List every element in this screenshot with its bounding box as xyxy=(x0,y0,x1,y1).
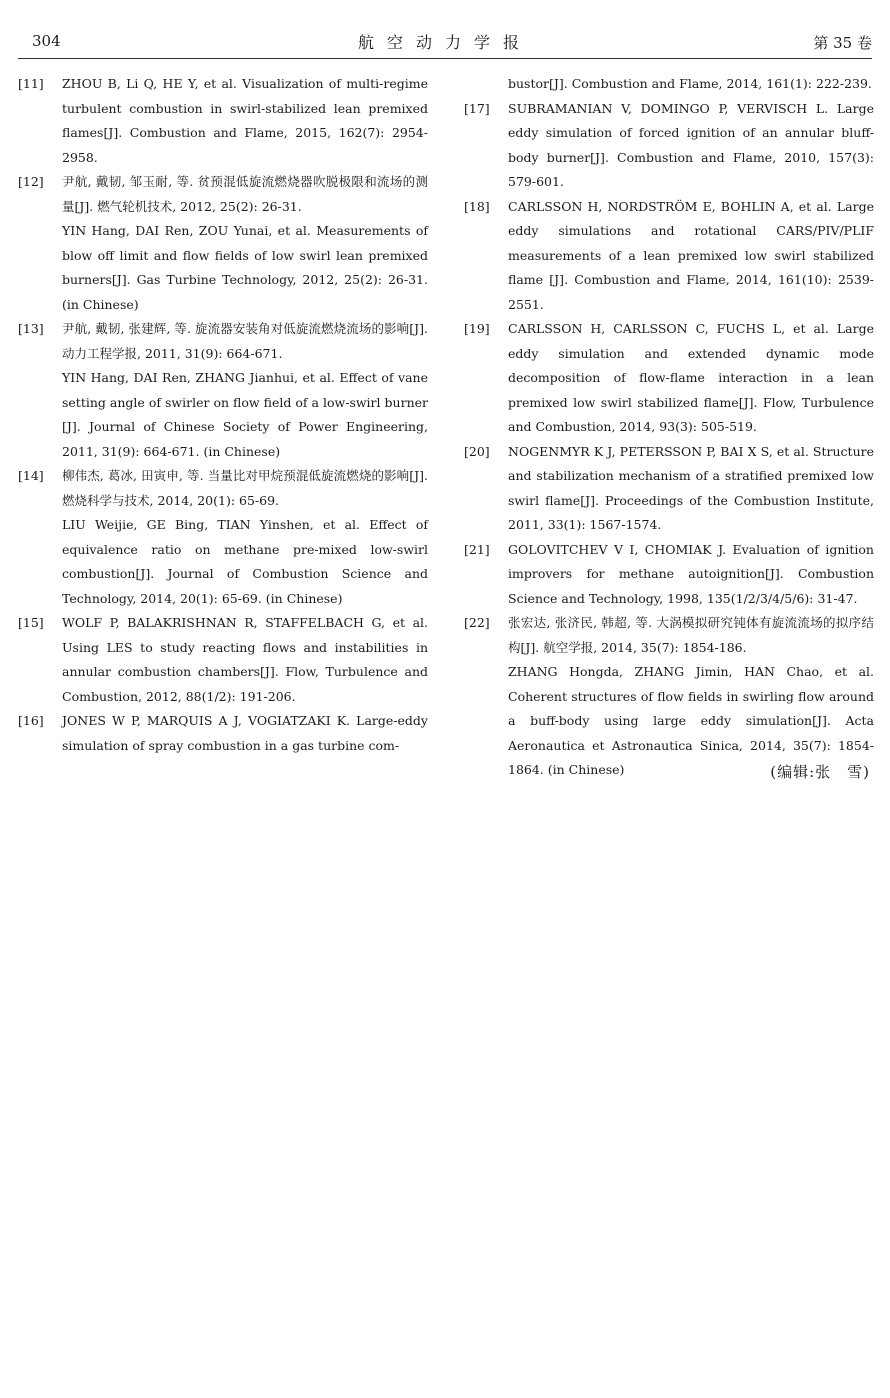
reference-item xyxy=(464,440,874,538)
journal-title: 航空动力学报 xyxy=(357,33,532,52)
reference-item xyxy=(18,317,428,464)
reference-text: 张宏达, 张济民, 韩超, 等. 大涡模拟研究钝体有旋流流场的拟序结构[J]. 航空学报, 2014, 35(7): 1854-186. xyxy=(508,615,874,655)
reference-item xyxy=(464,195,874,318)
page-number: 304 xyxy=(32,32,61,50)
reference-text: ZHANG Hongda, ZHANG Jimin, HAN Chao, et al. Coherent structures of flow fields in swirling flow around a buff-body using large eddy simulation[J]. Acta Aeronautica et Astronautica Sinica, 2014, 35(7): 1854-1864. (in Chinese) xyxy=(508,664,874,777)
reference-item xyxy=(18,611,428,709)
reference-item xyxy=(464,72,874,97)
reference-item xyxy=(18,170,428,317)
reference-text: WOLF P, BALAKRISHNAN R, STAFFELBACH G, et al. Using LES to study reacting flows and instabilities in annular combustion chambers[J]. Flow, Turbulence and Combustion, 2012, 88(1/2): 191-206. xyxy=(62,615,428,704)
reference-text: LIU Weijie, GE Bing, TIAN Yinshen, et al. Effect of equivalence ratio on methane pre-mixed low-swirl combustion[J]. Journal of Combustion Science and Technology, 2014, 20(1): 65-69. (in Chinese) xyxy=(62,517,428,606)
page-header xyxy=(18,30,872,59)
reference-text: CARLSSON H, CARLSSON C, FUCHS L, et al. Large eddy simulation and extended dynamic mode decomposition of flow-flame interaction in a lean premixed low swirl stabilized flame[J]. Flow, Turbulence and Combustion, 2014, 93(3): 505-519. xyxy=(508,321,874,434)
reference-text: YIN Hang, DAI Ren, ZOU Yunai, et al. Measurements of blow off limit and flow fields of low swirl lean premixed burners[J]. Gas Turbine Technology, 2012, 25(2): 26-31. (in Chinese) xyxy=(62,223,428,312)
references-right-column xyxy=(464,72,874,783)
references-left-column xyxy=(18,72,428,758)
reference-text: ZHOU B, Li Q, HE Y, et al. Visualization of multi-regime turbulent combustion in swirl-stabilized lean premixed flames[J]. Combustion and Flame, 2015, 162(7): 2954-2958. xyxy=(62,76,428,165)
reference-number: [21] xyxy=(464,541,490,557)
reference-number: [17] xyxy=(464,100,490,116)
reference-text: CARLSSON H, NORDSTRÖM E, BOHLIN A, et al. Large eddy simulations and rotational CARS/PIV/PLIF measurements of a lean premixed low swirl stabilized flame [J]. Combustion and Flame, 2014, 161(10): 2539-2551. xyxy=(508,198,874,312)
reference-text: GOLOVITCHEV V I, CHOMIAK J. Evaluation of ignition improvers for methane autoignition[J]. Combustion Science and Technology, 1998, 135(1/2/3/4/5/6): 31-47. xyxy=(508,541,874,606)
reference-text: 尹航, 戴韧, 邹玉耐, 等. 贫预混低旋流燃烧器吹脱极限和流场的测量[J]. 燃气轮机技术, 2012, 25(2): 26-31. xyxy=(62,174,428,214)
reference-number: [20] xyxy=(464,443,490,459)
reference-text: 尹航, 戴韧, 张建辉, 等. 旋流器安装角对低旋流燃烧流场的影响[J]. 动力工程学报, 2011, 31(9): 664-671. xyxy=(62,321,428,361)
reference-number: [22] xyxy=(464,615,490,630)
reference-item xyxy=(18,72,428,170)
reference-number: [11] xyxy=(18,76,44,91)
volume-label: 第 35 卷 xyxy=(813,34,872,52)
reference-item xyxy=(18,464,428,611)
reference-number: [19] xyxy=(464,321,490,336)
editor-note: (编辑:张 雪) xyxy=(770,763,870,781)
reference-number: [13] xyxy=(18,321,44,336)
reference-number: [14] xyxy=(18,468,44,483)
reference-text: bustor[J]. Combustion and Flame, 2014, 161(1): 222-239. xyxy=(508,76,872,91)
reference-text: NOGENMYR K J, PETERSSON P, BAI X S, et al. Structure and stabilization mechanism of a stratified premixed low swirl flame[J]. Proceedings of the Combustion Institute, 2011, 33(1): 1567-1574. xyxy=(508,443,874,532)
reference-text: SUBRAMANIAN V, DOMINGO P, VERVISCH L. Large eddy simulation of forced ignition of an annular bluff-body burner[J]. Combustion and Flame, 2010, 157(3): 579-601. xyxy=(508,100,874,189)
reference-number: [12] xyxy=(18,174,44,189)
reference-item xyxy=(18,709,428,758)
reference-item xyxy=(464,611,874,783)
reference-text: YIN Hang, DAI Ren, ZHANG Jianhui, et al. Effect of vane setting angle of swirler on flow field of a low-swirl burner [J]. Journal of Chinese Society of Power Engineering, 2011, 31(9): 664-671. (in Chinese) xyxy=(62,370,428,459)
reference-item xyxy=(464,97,874,195)
reference-number: [15] xyxy=(18,615,44,630)
reference-number: [16] xyxy=(18,713,44,728)
reference-number: [18] xyxy=(464,198,490,214)
reference-item xyxy=(464,317,874,440)
reference-text: JONES W P, MARQUIS A J, VOGIATZAKI K. Large-eddy simulation of spray combustion in a gas turbine com- xyxy=(62,713,428,753)
reference-item xyxy=(464,538,874,612)
reference-text: 柳伟杰, 葛冰, 田寅申, 等. 当量比对甲烷预混低旋流燃烧的影响[J]. 燃烧科学与技术, 2014, 20(1): 65-69. xyxy=(62,468,428,508)
